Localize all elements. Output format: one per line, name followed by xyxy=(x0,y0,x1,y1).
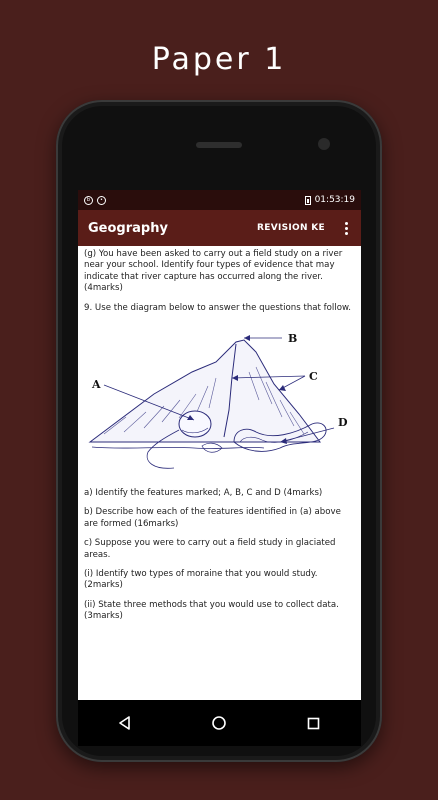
back-icon xyxy=(118,716,132,730)
screen xyxy=(78,190,361,700)
sync-icon: • xyxy=(97,196,106,205)
revision-ke-button[interactable]: REVISION KE xyxy=(257,223,325,233)
app-title: Geography xyxy=(88,220,168,236)
part-c: c) Suppose you were to carry out a field study in glaciated areas. xyxy=(84,538,336,560)
question-9: 9. Use the diagram below to answer the questions that follow. xyxy=(84,302,351,313)
promo-title: Paper 1 xyxy=(151,42,287,77)
part-c-ii: (ii) State three methods that you would use to collect data. (3marks) xyxy=(84,599,339,622)
glacial-features-diagram xyxy=(84,322,355,482)
status-bar xyxy=(78,190,361,210)
speaker-grille xyxy=(196,142,242,148)
more-vert-icon[interactable] xyxy=(341,222,351,235)
part-a: a) Identify the features marked; A, B, C and D (4marks) xyxy=(84,488,323,499)
recents-button[interactable] xyxy=(294,708,334,738)
battery-icon xyxy=(305,196,311,205)
home-button[interactable] xyxy=(199,708,239,738)
back-button[interactable] xyxy=(105,708,145,738)
label-a: A xyxy=(92,378,101,392)
question-content xyxy=(78,246,361,623)
question-g: (g) You have been asked to carry out a field study on a river near your school. Identify four types of evidence that may indicate that river capture has occurred along the river. (4marks) xyxy=(84,249,343,294)
home-icon xyxy=(211,715,227,731)
part-b: b) Describe how each of the features identified in (a) above are formed (16marks) xyxy=(84,507,341,529)
recents-icon xyxy=(307,717,320,730)
status-time: 01:53:19 xyxy=(314,195,355,205)
app-bar xyxy=(78,210,361,246)
label-d: D xyxy=(338,416,348,430)
nav-bar xyxy=(78,700,361,746)
label-b: B xyxy=(288,332,298,346)
front-camera xyxy=(318,138,330,150)
label-c: C xyxy=(309,370,318,384)
part-c-i: (i) Identify two types of moraine that you would study. (2marks) xyxy=(84,569,318,591)
notification-icon: b xyxy=(84,196,93,205)
